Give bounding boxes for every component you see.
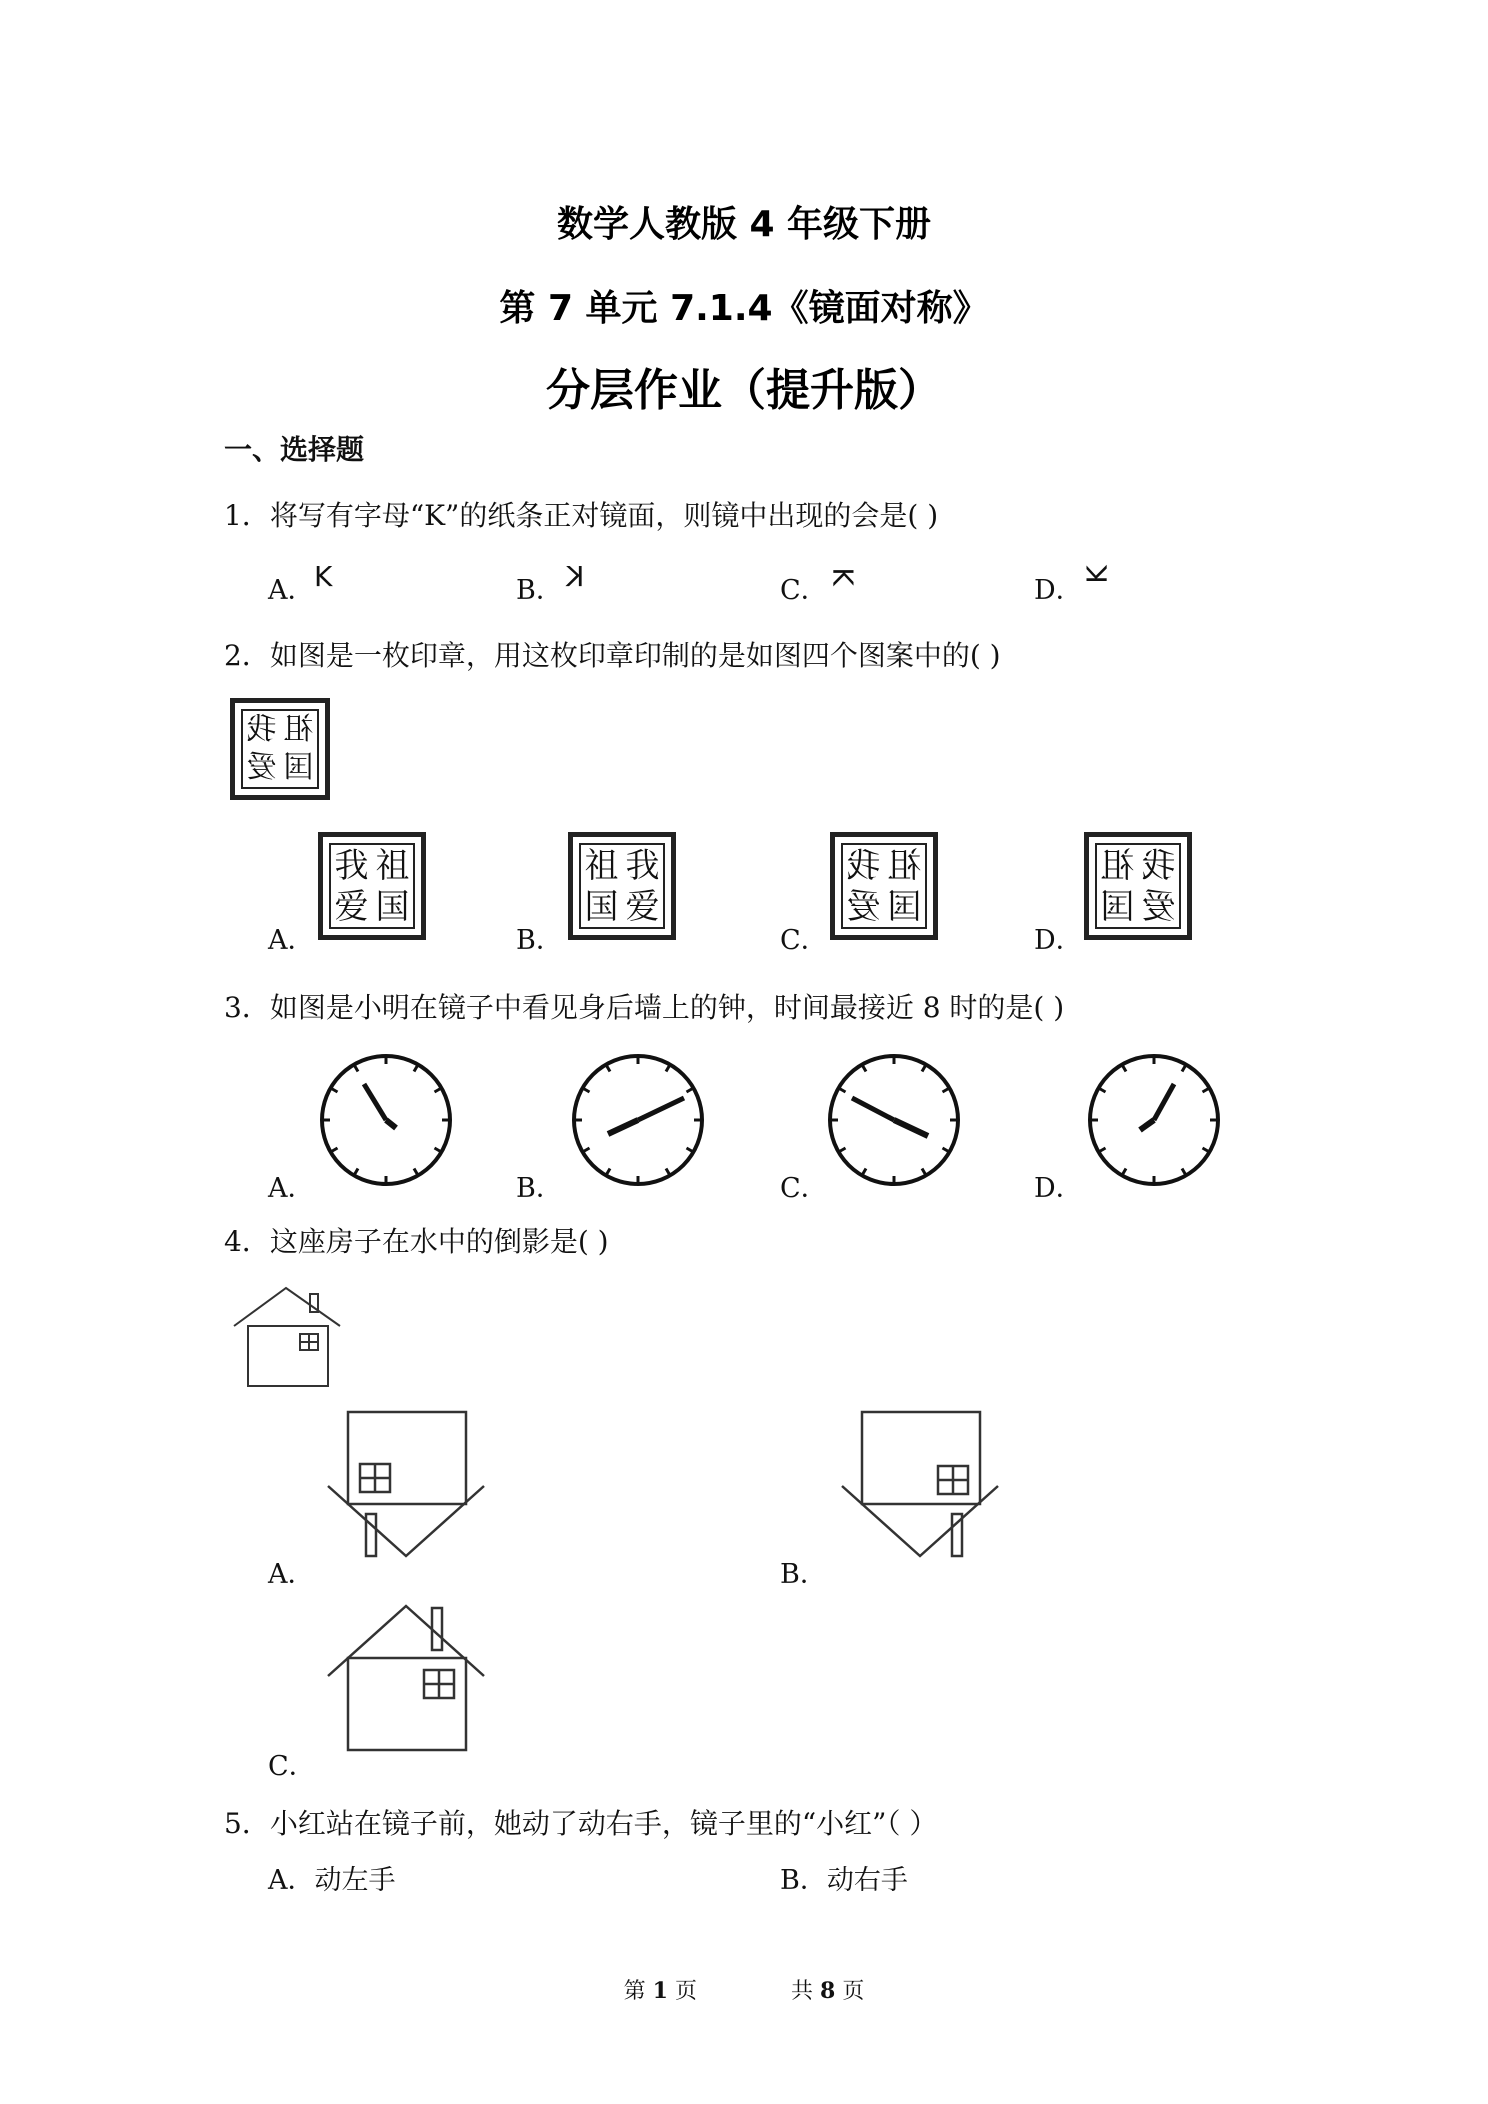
stamp-option-a-image: [318, 832, 426, 940]
clock-tick: [583, 1148, 590, 1152]
letter-k-rotated-glyph: K: [1080, 565, 1114, 584]
clock-tick: [354, 1065, 358, 1072]
stamp-char: 爱: [334, 886, 369, 927]
option-label: C．: [780, 925, 828, 956]
stamp-char: 祖: [375, 845, 410, 886]
clock-tick: [666, 1168, 670, 1175]
clock-tick: [331, 1148, 338, 1152]
clock-tick: [1182, 1065, 1186, 1072]
question-1: 1．将写有字母“K”的纸条正对镜面，则镜中出现的会是( ): [224, 499, 939, 532]
option-label: D．: [1034, 925, 1083, 956]
clock-tick: [434, 1088, 441, 1092]
stamp-option-d-image: [1084, 832, 1192, 940]
house-reflection-b-image: [836, 1404, 1006, 1564]
stamp-char: 祖: [1100, 845, 1135, 886]
clock-tick: [583, 1088, 590, 1092]
clock-d-icon: [1084, 1050, 1224, 1190]
question-4: 4．这座房子在水中的倒影是( ): [224, 1225, 609, 1258]
footer-page-suffix: 页: [674, 1979, 697, 2004]
option-label: B．: [516, 575, 563, 606]
footer-page-number: 1: [652, 1978, 668, 2004]
stamp-char: 爱: [625, 886, 660, 927]
clock-tick: [606, 1168, 610, 1175]
letter-k-rotated-glyph: K: [826, 567, 860, 586]
clock-tick: [942, 1088, 949, 1092]
clock-tick: [942, 1148, 949, 1152]
stamp-option-b-image: [568, 832, 676, 940]
footer-total-prefix: 共: [791, 1979, 814, 2004]
q1-option-a[interactable]: [268, 560, 333, 607]
q4-option-c[interactable]: [268, 1744, 316, 1783]
option-label: C．: [268, 1751, 316, 1782]
clock-a-icon: [316, 1050, 456, 1190]
stamp-char: 我: [334, 845, 369, 886]
question-2: 2．如图是一枚印章，用这枚印章印制的是如图四个图案中的( ): [224, 639, 1001, 672]
clock-c-icon: [824, 1050, 964, 1190]
stamp-char: 我: [846, 845, 881, 886]
q2-option-a[interactable]: [268, 918, 315, 957]
footer-total-suffix: 页: [842, 1979, 865, 2004]
q1-option-d[interactable]: [1034, 565, 1114, 607]
doc-title: 数学人教版 4 年级下册: [556, 204, 932, 245]
letter-k-glyph: K: [314, 560, 333, 593]
q3-option-d[interactable]: [1034, 1166, 1083, 1205]
clock-tick: [1122, 1065, 1126, 1072]
letter-k-mirrored-glyph: K: [566, 560, 585, 593]
option-label: A．: [268, 925, 315, 956]
clock-tick: [1202, 1088, 1209, 1092]
q5-option-a[interactable]: A．动左手: [268, 1865, 396, 1896]
clock-tick: [922, 1168, 926, 1175]
option-label: A．: [268, 575, 315, 606]
footer-page-prefix: 第: [623, 1979, 646, 2004]
clock-tick: [686, 1148, 693, 1152]
stamp-option-c-image: [830, 832, 938, 940]
doc-heading: 分层作业（提升版）: [546, 365, 942, 416]
stamp-char: 我: [625, 845, 660, 886]
clock-tick: [666, 1065, 670, 1072]
q2-option-c[interactable]: [780, 918, 828, 957]
clock-tick: [922, 1065, 926, 1072]
clock-tick: [1182, 1168, 1186, 1175]
q3-option-a[interactable]: [268, 1166, 315, 1205]
stamp-char: 爱: [1141, 886, 1176, 927]
q1-option-b[interactable]: [516, 560, 585, 607]
stamp-char: 国: [375, 886, 410, 927]
option-label: B．: [516, 925, 563, 956]
q4-option-b[interactable]: [780, 1552, 827, 1591]
option-label: A．: [268, 1173, 315, 1204]
house-reflection-a-image: [322, 1404, 492, 1564]
option-label: B．: [780, 1559, 827, 1590]
option-label: C．: [780, 1173, 828, 1204]
option-label: D．: [1034, 575, 1083, 606]
page-footer: [0, 1974, 1488, 2005]
option-label: A．: [268, 1559, 315, 1590]
clock-tick: [414, 1065, 418, 1072]
stamp-char: 国: [1100, 886, 1135, 927]
footer-total-number: 8: [820, 1978, 836, 2004]
q3-option-b[interactable]: [516, 1166, 563, 1205]
stamp-char: 国: [584, 886, 619, 927]
option-label: C．: [780, 575, 828, 606]
stamp-char: 祖: [283, 712, 314, 747]
stamp-char: 祖: [584, 845, 619, 886]
question-5: 5．小红站在镜子前，她动了动右手，镜子里的“小红”（ ）: [224, 1807, 938, 1840]
clock-tick: [686, 1088, 693, 1092]
house-image: [230, 1284, 344, 1388]
option-label: D．: [1034, 1173, 1083, 1204]
stamp-char: 祖: [887, 845, 922, 886]
clock-tick: [414, 1168, 418, 1175]
clock-tick: [1122, 1168, 1126, 1175]
q5-option-b[interactable]: B．动右手: [780, 1865, 908, 1896]
stamp-char: 爱: [846, 886, 881, 927]
question-3: 3．如图是小明在镜子中看见身后墙上的钟，时间最接近 8 时的是( ): [224, 991, 1065, 1024]
stamp-char: 我: [246, 712, 277, 747]
clock-tick: [1099, 1088, 1106, 1092]
q4-option-a[interactable]: [268, 1552, 315, 1591]
clock-tick: [331, 1088, 338, 1092]
stamp-char: 国: [887, 886, 922, 927]
clock-tick: [354, 1168, 358, 1175]
clock-tick: [839, 1088, 846, 1092]
clock-tick: [434, 1148, 441, 1152]
stamp-char: 爱: [246, 750, 277, 785]
section-heading: 一、选择题: [224, 433, 365, 466]
clock-tick: [1099, 1148, 1106, 1152]
clock-tick: [839, 1148, 846, 1152]
q2-option-b[interactable]: [516, 918, 563, 957]
q2-option-d[interactable]: [1034, 918, 1083, 957]
clock-tick: [862, 1065, 866, 1072]
q1-option-c[interactable]: [780, 567, 860, 607]
clock-tick: [862, 1168, 866, 1175]
stamp-char: 国: [283, 750, 314, 785]
clock-tick: [606, 1065, 610, 1072]
q3-option-c[interactable]: [780, 1166, 828, 1205]
clock-b-icon: [568, 1050, 708, 1190]
house-upright-c-image: [322, 1598, 492, 1758]
doc-subtitle: 第 7 单元 7.1.4《镜面对称》: [499, 288, 989, 329]
clock-tick: [1202, 1148, 1209, 1152]
option-label: B．: [516, 1173, 563, 1204]
stamp-image: [230, 698, 330, 800]
stamp-char: 我: [1141, 845, 1176, 886]
